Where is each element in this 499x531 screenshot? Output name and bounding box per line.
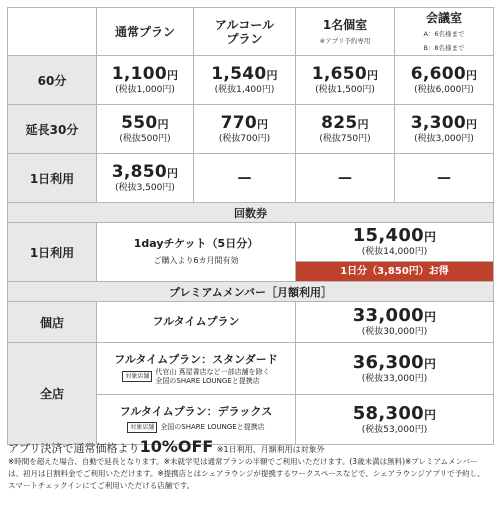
- price-value: 770: [220, 112, 258, 133]
- ticket-price-cell: [296, 223, 494, 262]
- header-alcohol-line1: アルコール: [214, 17, 275, 32]
- price-value: 550: [121, 112, 158, 133]
- yen-unit: 円: [423, 356, 437, 371]
- price-cell: [194, 56, 296, 105]
- ticket-band-row: [8, 203, 494, 223]
- footnotes: ※時間を超えた場合、自動で延長となります。※未就学児は通常プランの半額でご利用いただけます。(3歳未満は無料)※プレミアムメンバーは、初月は日割料金でご利用いただけます。※提携店とはシェアラウンジが提携するワークスペースなどで、シェアラウンジアプリで予約し、スマートチェックインにてご利用いただける店舗です。: [8, 457, 485, 490]
- price-cell: [296, 105, 395, 154]
- ticket-validity-note: ご購入より6カ月間有効: [153, 256, 239, 265]
- ticket-price-value: 15,400: [352, 225, 424, 246]
- price-cell: [296, 56, 395, 105]
- plan-standard-name: フルタイムプラン：スタンダード: [114, 352, 278, 366]
- yen-unit: 円: [366, 68, 379, 82]
- plan-tax-note: (税抜30,000円): [361, 327, 428, 337]
- plan-tax-note: (税抜53,000円): [361, 424, 428, 435]
- plan-standard-desc: [155, 368, 269, 386]
- price-cell: [395, 105, 494, 154]
- row-label: 60分: [8, 56, 97, 105]
- yen-unit: 円: [157, 117, 169, 131]
- yen-unit: 円: [465, 68, 478, 82]
- tax-note: (税抜3,000円): [414, 133, 474, 144]
- ticket-row-label: 1日利用: [8, 223, 97, 282]
- ticket-tax-note: (税抜14,000円): [361, 247, 428, 257]
- plan-price-value: 58,300: [352, 402, 424, 424]
- header-meeting-note-a: A：6名様まで: [423, 29, 465, 38]
- plan-price-value: 33,000: [352, 305, 424, 326]
- plan-standard-desc-1: 代官山 蔦屋書店など一部店舗を除く: [155, 367, 270, 376]
- yen-unit: 円: [423, 407, 437, 422]
- plan-fulltime-name: フルタイムプラン: [97, 302, 296, 343]
- plan-deluxe-price-cell: [296, 395, 494, 445]
- price-value: 6,600: [410, 63, 466, 84]
- not-available-dash: —: [296, 154, 395, 203]
- tax-note: (税抜750円): [319, 133, 371, 144]
- header-meeting: [395, 8, 494, 56]
- price-value: 3,850: [111, 161, 167, 182]
- tax-note: (税抜500円): [119, 133, 171, 144]
- header-private-title: 1名個室: [322, 17, 368, 32]
- tax-note: (税抜1,400円): [214, 84, 275, 95]
- yen-unit: 円: [266, 68, 278, 82]
- plan-standard-desc-2: 全国のSHARE LOUNGEと提携店: [155, 376, 260, 385]
- header-row: [8, 8, 494, 56]
- plan-standard-price-cell: [296, 343, 494, 395]
- price-value: 1,650: [311, 63, 367, 84]
- price-value: 825: [321, 112, 358, 133]
- price-value: 1,540: [211, 63, 267, 84]
- plan-tax-note: (税抜33,000円): [361, 373, 428, 384]
- tax-note: (税抜700円): [218, 133, 271, 144]
- header-regular: 通常プラン: [97, 8, 194, 56]
- ticket-row: [8, 223, 494, 262]
- corner-cell: [8, 8, 97, 56]
- header-private: [296, 8, 395, 56]
- discount-exclusion: ※1日利用、月額利用は対象外: [216, 445, 325, 454]
- member-all-label: 全店: [8, 343, 97, 445]
- row-label: 延長30分: [8, 105, 97, 154]
- yen-unit: 円: [423, 230, 437, 244]
- row-extension-30min: [8, 105, 494, 154]
- tax-note: (税抜1,000円): [115, 84, 175, 95]
- member-standard-row: [8, 343, 494, 395]
- ticket-section-title: 回数券: [8, 203, 494, 223]
- member-section-title: プレミアムメンバー［月額利用］: [8, 282, 494, 302]
- member-store-label: 個店: [8, 302, 97, 343]
- tax-note: (税抜6,000円): [414, 84, 474, 95]
- price-table: [7, 7, 494, 445]
- price-cell: [395, 56, 494, 105]
- target-store-tag: 対象店舗: [127, 422, 157, 433]
- row-day-use: [8, 154, 494, 203]
- discount-amount: 10%OFF: [139, 437, 214, 456]
- header-alcohol: [194, 8, 296, 56]
- tax-note: (税抜1,500円): [315, 84, 375, 95]
- row-60min: [8, 56, 494, 105]
- header-meeting-title: 会議室: [425, 10, 462, 25]
- plan-deluxe-name: フルタイムプラン：デラックス: [119, 404, 273, 418]
- not-available-dash: —: [194, 154, 296, 203]
- price-cell: [97, 56, 194, 105]
- tax-note: (税抜3,500円): [115, 182, 175, 193]
- price-value: 1,100: [111, 63, 167, 84]
- header-alcohol-line2: プラン: [226, 31, 263, 46]
- row-label: 1日利用: [8, 154, 97, 203]
- price-cell: [97, 105, 194, 154]
- plan-fulltime-price-cell: [296, 302, 494, 343]
- header-private-note: ※アプリ予約専用: [319, 36, 371, 45]
- ticket-deal-badge: 1日分（3,850円）お得: [296, 262, 494, 282]
- header-meeting-note-b: B：8名様まで: [423, 43, 465, 52]
- plan-standard-cell: [97, 343, 296, 395]
- price-value: 3,300: [410, 112, 466, 133]
- yen-unit: 円: [166, 68, 179, 82]
- yen-unit: 円: [166, 166, 179, 180]
- member-store-row: [8, 302, 494, 343]
- ticket-name: 1dayチケット（5日分）: [133, 237, 259, 250]
- yen-unit: 円: [357, 117, 369, 131]
- price-cell: [97, 154, 194, 203]
- ticket-name-cell: [97, 223, 296, 282]
- discount-lead: アプリ決済で通常価格より: [8, 442, 140, 455]
- plan-price-value: 36,300: [352, 351, 424, 373]
- app-discount-note: [8, 437, 325, 456]
- yen-unit: 円: [465, 117, 478, 131]
- member-band-row: [8, 282, 494, 302]
- target-store-tag: 対象店舗: [122, 371, 152, 382]
- price-cell: [194, 105, 296, 154]
- not-available-dash: —: [395, 154, 494, 203]
- plan-deluxe-desc: 全国のSHARE LOUNGEと提携店: [160, 423, 265, 431]
- yen-unit: 円: [257, 117, 269, 131]
- yen-unit: 円: [423, 310, 437, 324]
